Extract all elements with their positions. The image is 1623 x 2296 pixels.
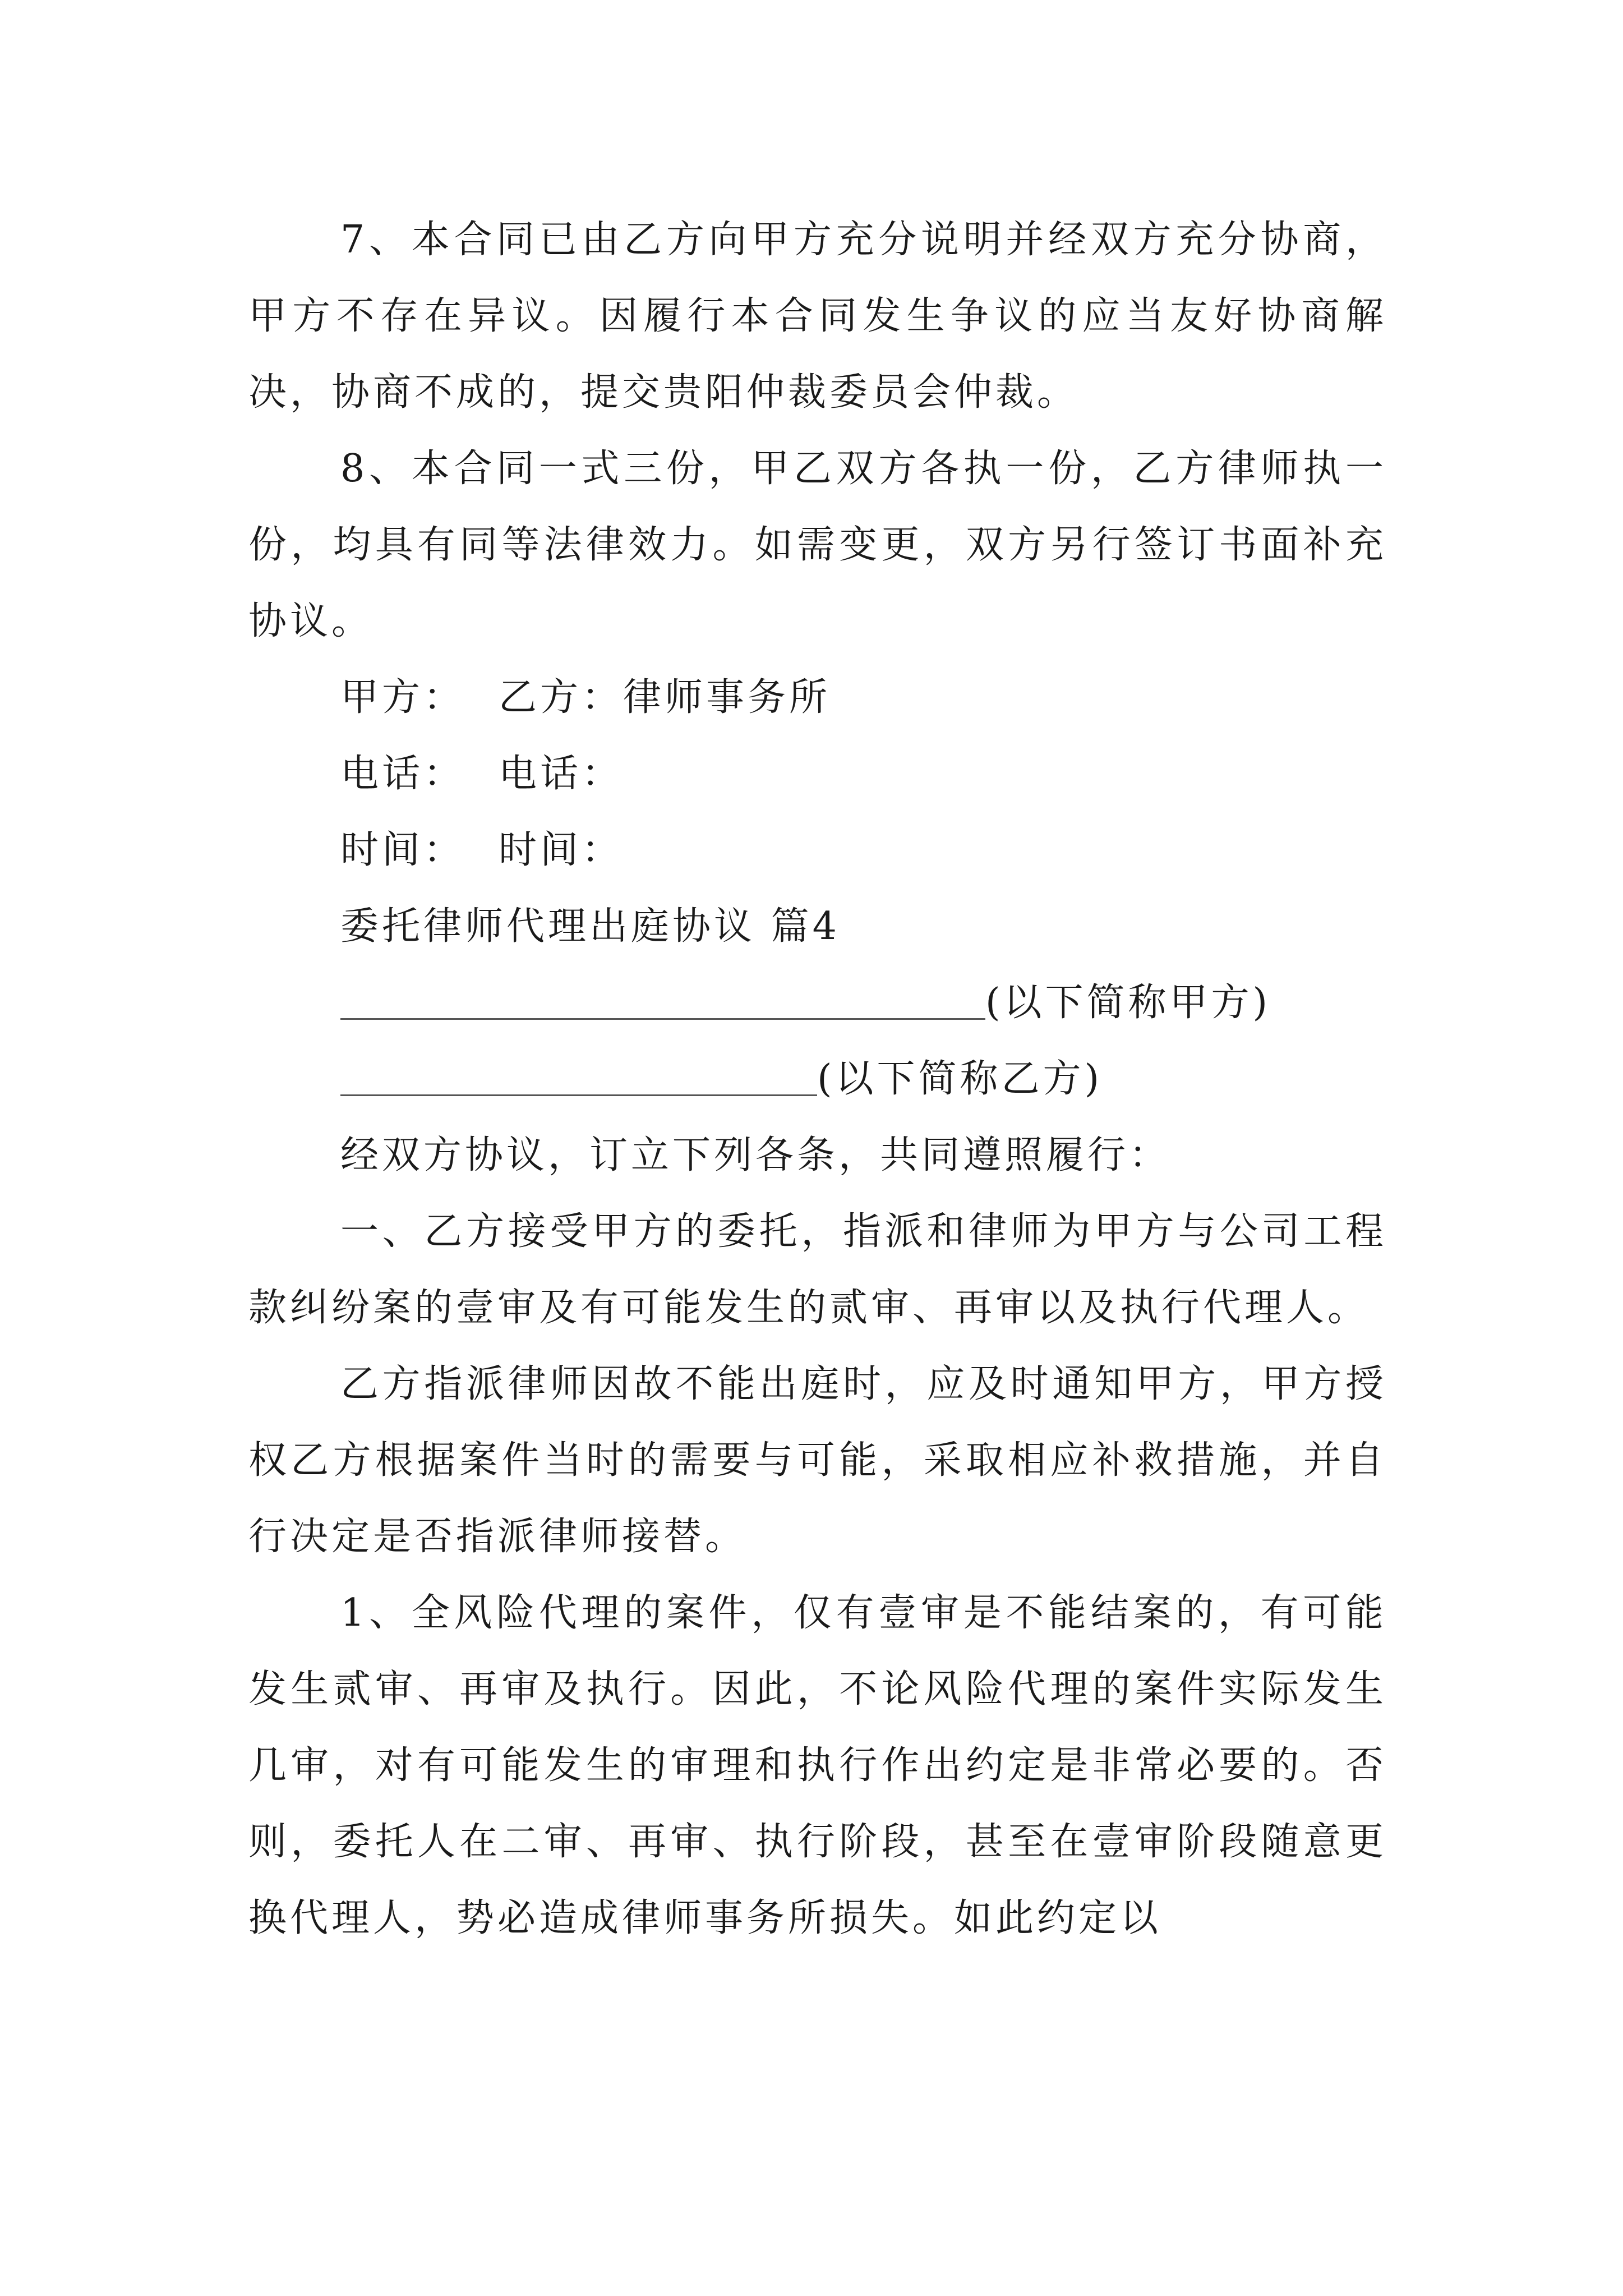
party-b-line: [248, 1041, 1387, 1117]
document-page: [248, 202, 1387, 1957]
phone-b-label: 电话：: [499, 752, 624, 796]
party-b-suffix: (以下简称乙方): [817, 1057, 1103, 1101]
party-a-label: 甲方：: [340, 675, 465, 720]
section-title: 委托律师代理出庭协议 篇4: [340, 904, 840, 949]
phone-a-label: 电话：: [340, 752, 465, 796]
party-b-label: 乙方：律师事务所: [499, 675, 831, 720]
party-a-blank: [340, 973, 985, 1020]
signature-party-row: [248, 660, 1387, 736]
party-a-line: [248, 965, 1387, 1041]
clause-8: 8、本合同一式三份，甲乙双方各执一份，乙方律师执一份，均具有同等法律效力。如需变更，双方另行签订书面补充协议。: [248, 447, 1387, 643]
clause-risk-agency: 1、全风险代理的案件，仅有壹审是不能结案的，有可能发生贰审、再审及执行。因此，不论风险代理的案件实际发生几审，对有可能发生的审理和执行作出约定是非常必要的。否则，委托人在二审、再审、执行阶段，甚至在壹审阶段随意更换代理人，势必造成律师事务所损失。如此约定以: [248, 1591, 1387, 1940]
clause-1-main: 一、乙方接受甲方的委托，指派和律师为甲方与公司工程款纠纷案的壹审及有可能发生的贰审、再审以及执行代理人。: [248, 1209, 1387, 1330]
time-b-label: 时间：: [499, 828, 624, 872]
signature-phone-row: [248, 736, 1387, 812]
party-a-suffix: (以下简称甲方): [985, 981, 1271, 1025]
clause-7: 7、本合同已由乙方向甲方充分说明并经双方充分协商，甲方不存在异议。因履行本合同发生争议的应当友好协商解决，协商不成的，提交贵阳仲裁委员会仲裁。: [248, 218, 1387, 415]
party-b-blank: [340, 1050, 817, 1096]
clause-substitute: 乙方指派律师因故不能出庭时，应及时通知甲方，甲方授权乙方根据案件当时的需要与可能，采取相应补救措施，并自行决定是否指派律师接替。: [248, 1362, 1387, 1559]
preamble: 经双方协议，订立下列各条，共同遵照履行：: [340, 1133, 1171, 1177]
signature-time-row: [248, 812, 1387, 889]
time-a-label: 时间：: [340, 828, 465, 872]
